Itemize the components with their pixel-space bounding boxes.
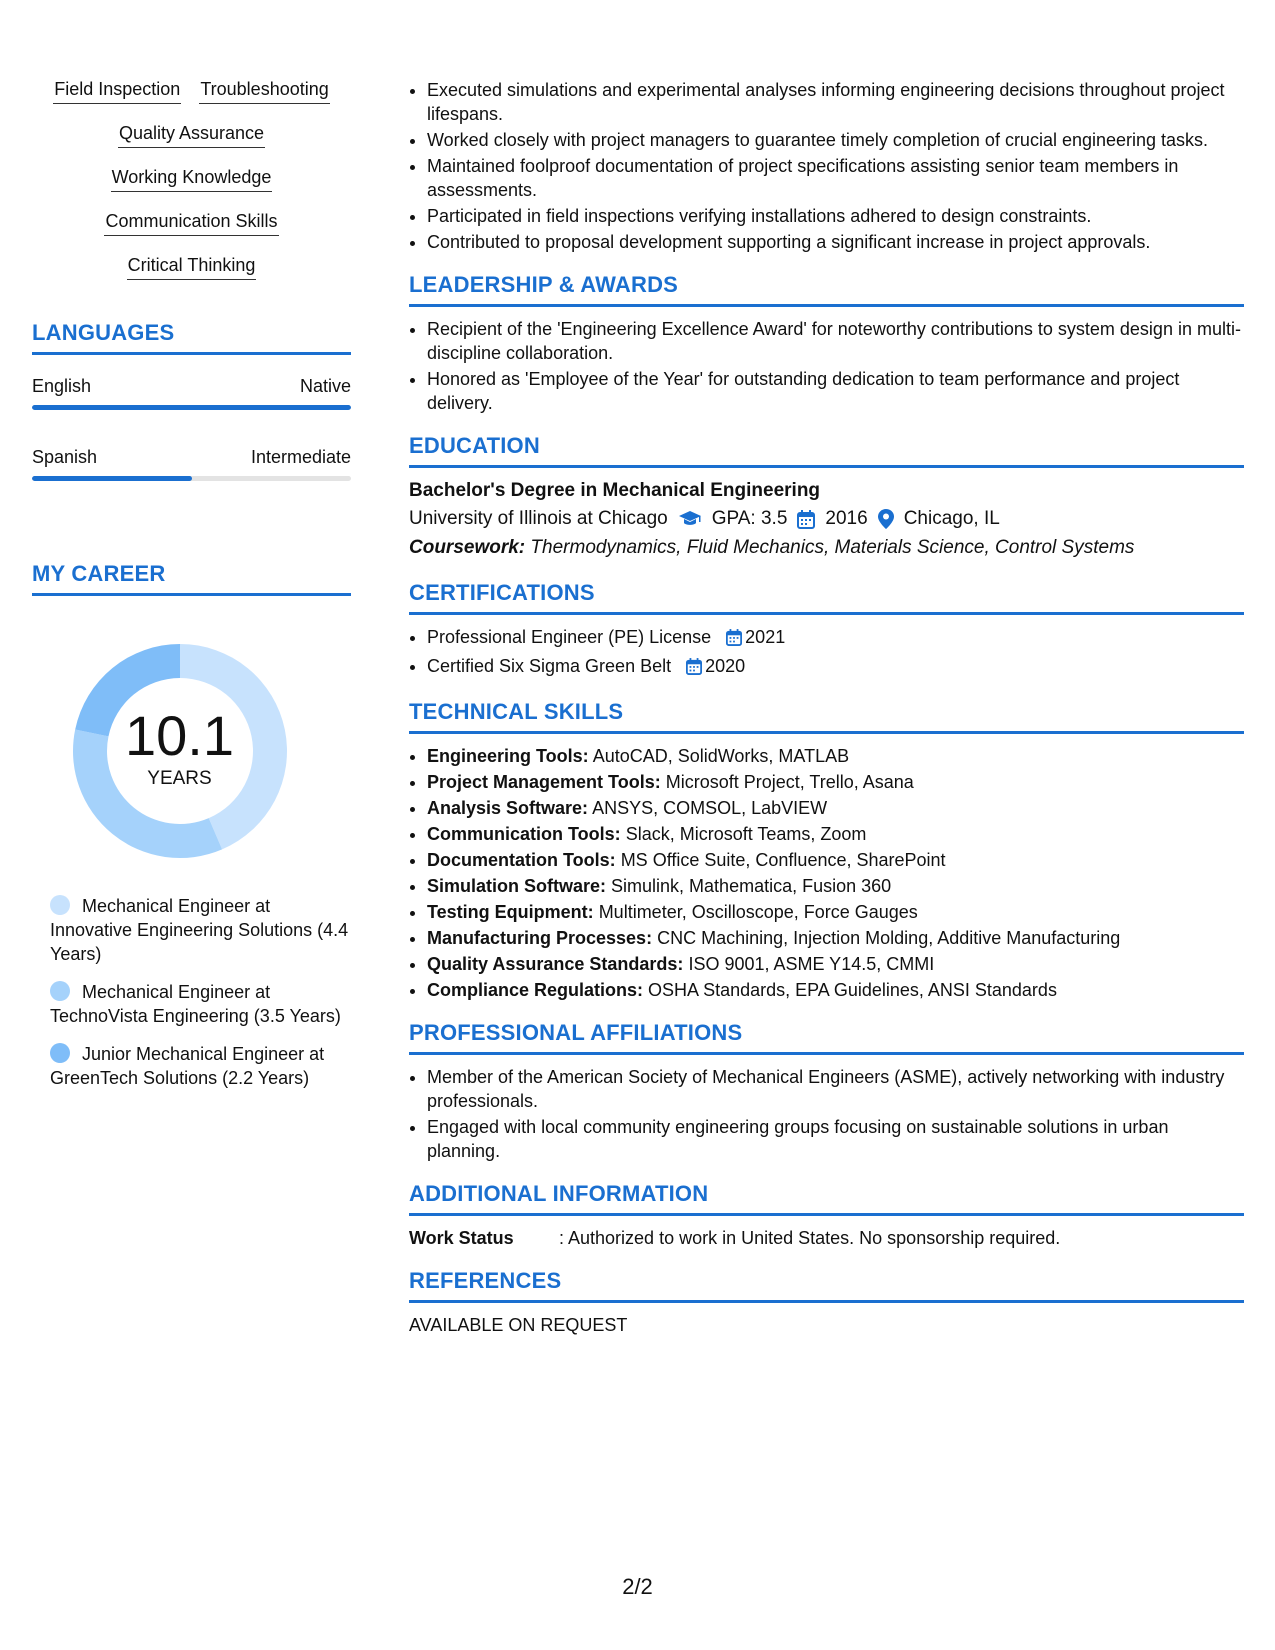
education-year: 2016 [825, 508, 868, 529]
list-item [427, 796, 1244, 820]
section-title-affiliations: PROFESSIONAL AFFILIATIONS [409, 1020, 1244, 1055]
list-item [427, 952, 1244, 976]
legend-dot [50, 895, 70, 915]
skill-label: Simulation Software: [427, 876, 607, 896]
skill-label: Engineering Tools: [427, 746, 589, 766]
list-item [427, 625, 1244, 652]
languages-section [32, 320, 351, 481]
skill-value: ANSYS, COMSOL, LabVIEW [592, 798, 828, 818]
list-item [427, 900, 1244, 924]
certification-name: Professional Engineer (PE) License [427, 627, 712, 647]
skill-label: Communication Tools: [427, 824, 621, 844]
education-coursework [409, 534, 1244, 562]
section-title-languages: LANGUAGES [32, 320, 351, 355]
career-donut-chart [65, 636, 295, 866]
section-title-career: MY CAREER [32, 561, 351, 596]
skill-label: Quality Assurance Standards: [427, 954, 684, 974]
language-bar [32, 476, 351, 481]
graduation-cap-icon [678, 510, 702, 528]
certification-year: 2021 [745, 627, 786, 647]
page-number: 2/2 [622, 1574, 653, 1599]
language-name: Spanish [32, 447, 98, 467]
list-item: • Executed simulations and experimental analyses informing engineering decisions throughout project lifespans. [427, 78, 1244, 126]
skill-tag: Critical Thinking [127, 254, 257, 280]
career-total-unit: YEARS [147, 768, 212, 789]
skills-tags [32, 78, 351, 280]
affiliations-list [409, 1065, 1244, 1163]
skill-label: Project Management Tools: [427, 772, 661, 792]
location-pin-icon [878, 509, 894, 529]
legend-label: Junior Mechanical Engineer at GreenTech Solutions (2.2 Years) [50, 1044, 325, 1088]
skill-tag: Field Inspection [53, 78, 181, 104]
skill-value: Microsoft Project, Trello, Asana [665, 772, 914, 792]
career-total-value: 10.1 [125, 704, 234, 767]
skill-value: Slack, Microsoft Teams, Zoom [625, 824, 867, 844]
career-total [65, 706, 295, 790]
skill-tag: Troubleshooting [199, 78, 329, 104]
list-item: • Contributed to proposal development supporting a significant increase in project approvals. [427, 230, 1244, 254]
language-name: English [32, 376, 92, 396]
right-column [409, 78, 1244, 1337]
language-bar [32, 405, 351, 410]
legend-item [50, 1042, 351, 1090]
section-title-certifications: CERTIFICATIONS [409, 580, 1244, 615]
skill-value: CNC Machining, Injection Molding, Additive Manufacturing [657, 928, 1121, 948]
language-bar-fill [32, 476, 192, 481]
list-item [427, 770, 1244, 794]
list-item [427, 744, 1244, 768]
certification-date [726, 627, 785, 647]
list-item [427, 654, 1244, 681]
list-item [427, 926, 1244, 950]
education-school: University of Illinois at Chicago [409, 508, 668, 529]
certification-name: Certified Six Sigma Green Belt [427, 656, 672, 676]
language-level: Native [299, 376, 351, 396]
leadership-list [409, 317, 1244, 415]
section-title-education: EDUCATION [409, 433, 1244, 468]
list-item [427, 978, 1244, 1002]
skill-label: Testing Equipment: [427, 902, 594, 922]
calendar-icon [686, 659, 702, 679]
list-item: • Maintained foolproof documentation of project specifications assisting senior team members in assessments. [427, 154, 1244, 202]
certification-date [686, 656, 745, 676]
language-item [32, 446, 351, 481]
legend-item [50, 980, 351, 1028]
skill-label: Documentation Tools: [427, 850, 616, 870]
section-title-additional: ADDITIONAL INFORMATION [409, 1181, 1244, 1216]
skill-label: Analysis Software: [427, 798, 589, 818]
education-location: Chicago, IL [903, 508, 1000, 529]
legend-label: Mechanical Engineer at TechnoVista Engineering (3.5 Years) [50, 982, 341, 1026]
education-gpa: GPA: 3.5 [711, 508, 788, 529]
skill-label: Manufacturing Processes: [427, 928, 653, 948]
career-section [32, 561, 351, 1090]
list-item: • Member of the American Society of Mechanical Engineers (ASME), actively networking with industry professionals. [427, 1065, 1244, 1113]
references-text: AVAILABLE ON REQUEST [409, 1315, 628, 1335]
legend-label: Mechanical Engineer at Innovative Engineering Solutions (4.4 Years) [50, 896, 349, 964]
section-title-technical-skills: TECHNICAL SKILLS [409, 699, 1244, 734]
legend-dot [50, 1043, 70, 1063]
list-item: • Recipient of the 'Engineering Excellence Award' for noteworthy contributions to system design in multi-discipline collaboration. [427, 317, 1244, 365]
skill-value: OSHA Standards, EPA Guidelines, ANSI Standards [648, 980, 1057, 1000]
coursework-label: Coursework: [409, 537, 526, 558]
section-title-references: REFERENCES [409, 1268, 1244, 1303]
education-details [409, 504, 1244, 534]
skill-value: MS Office Suite, Confluence, SharePoint [620, 850, 946, 870]
list-item: • Participated in field inspections verifying installations adhered to design constraints. [427, 204, 1244, 228]
experience-bullets [409, 78, 1244, 254]
calendar-icon [726, 630, 742, 650]
legend-item [50, 894, 351, 966]
skill-tag: Working Knowledge [111, 166, 273, 192]
section-title-leadership: LEADERSHIP & AWARDS [409, 272, 1244, 307]
calendar-icon [797, 510, 815, 529]
left-column [32, 78, 351, 1104]
career-legend [32, 894, 351, 1090]
list-item: • Engaged with local community engineering groups focusing on sustainable solutions in urban planning. [427, 1115, 1244, 1163]
skill-label: Compliance Regulations: [427, 980, 644, 1000]
list-item [427, 848, 1244, 872]
skill-tag: Communication Skills [104, 210, 278, 236]
language-item [32, 375, 351, 410]
skill-value: Simulink, Mathematica, Fusion 360 [611, 876, 892, 896]
technical-skills-list [409, 744, 1244, 1002]
list-item [427, 874, 1244, 898]
work-status-label: Work Status [409, 1228, 514, 1248]
legend-dot [50, 981, 70, 1001]
list-item: • Honored as 'Employee of the Year' for outstanding dedication to team performance and project delivery. [427, 367, 1244, 415]
list-item: • Worked closely with project managers to guarantee timely completion of crucial engineering tasks. [427, 128, 1244, 152]
language-level: Intermediate [250, 447, 351, 467]
skill-value: ISO 9001, ASME Y14.5, CMMI [688, 954, 935, 974]
education-degree: Bachelor's Degree in Mechanical Engineering [409, 480, 821, 501]
list-item [427, 822, 1244, 846]
skill-value: AutoCAD, SolidWorks, MATLAB [592, 746, 850, 766]
skill-tag: Quality Assurance [118, 122, 265, 148]
work-status-value: : Authorized to work in United States. No sponsorship required. [559, 1228, 1061, 1248]
skill-value: Multimeter, Oscilloscope, Force Gauges [598, 902, 918, 922]
work-status-row [409, 1226, 1244, 1250]
certifications-list [409, 625, 1244, 681]
certification-year: 2020 [705, 656, 746, 676]
language-bar-fill [32, 405, 351, 410]
coursework-value: Thermodynamics, Fluid Mechanics, Materials Science, Control Systems [530, 537, 1135, 558]
